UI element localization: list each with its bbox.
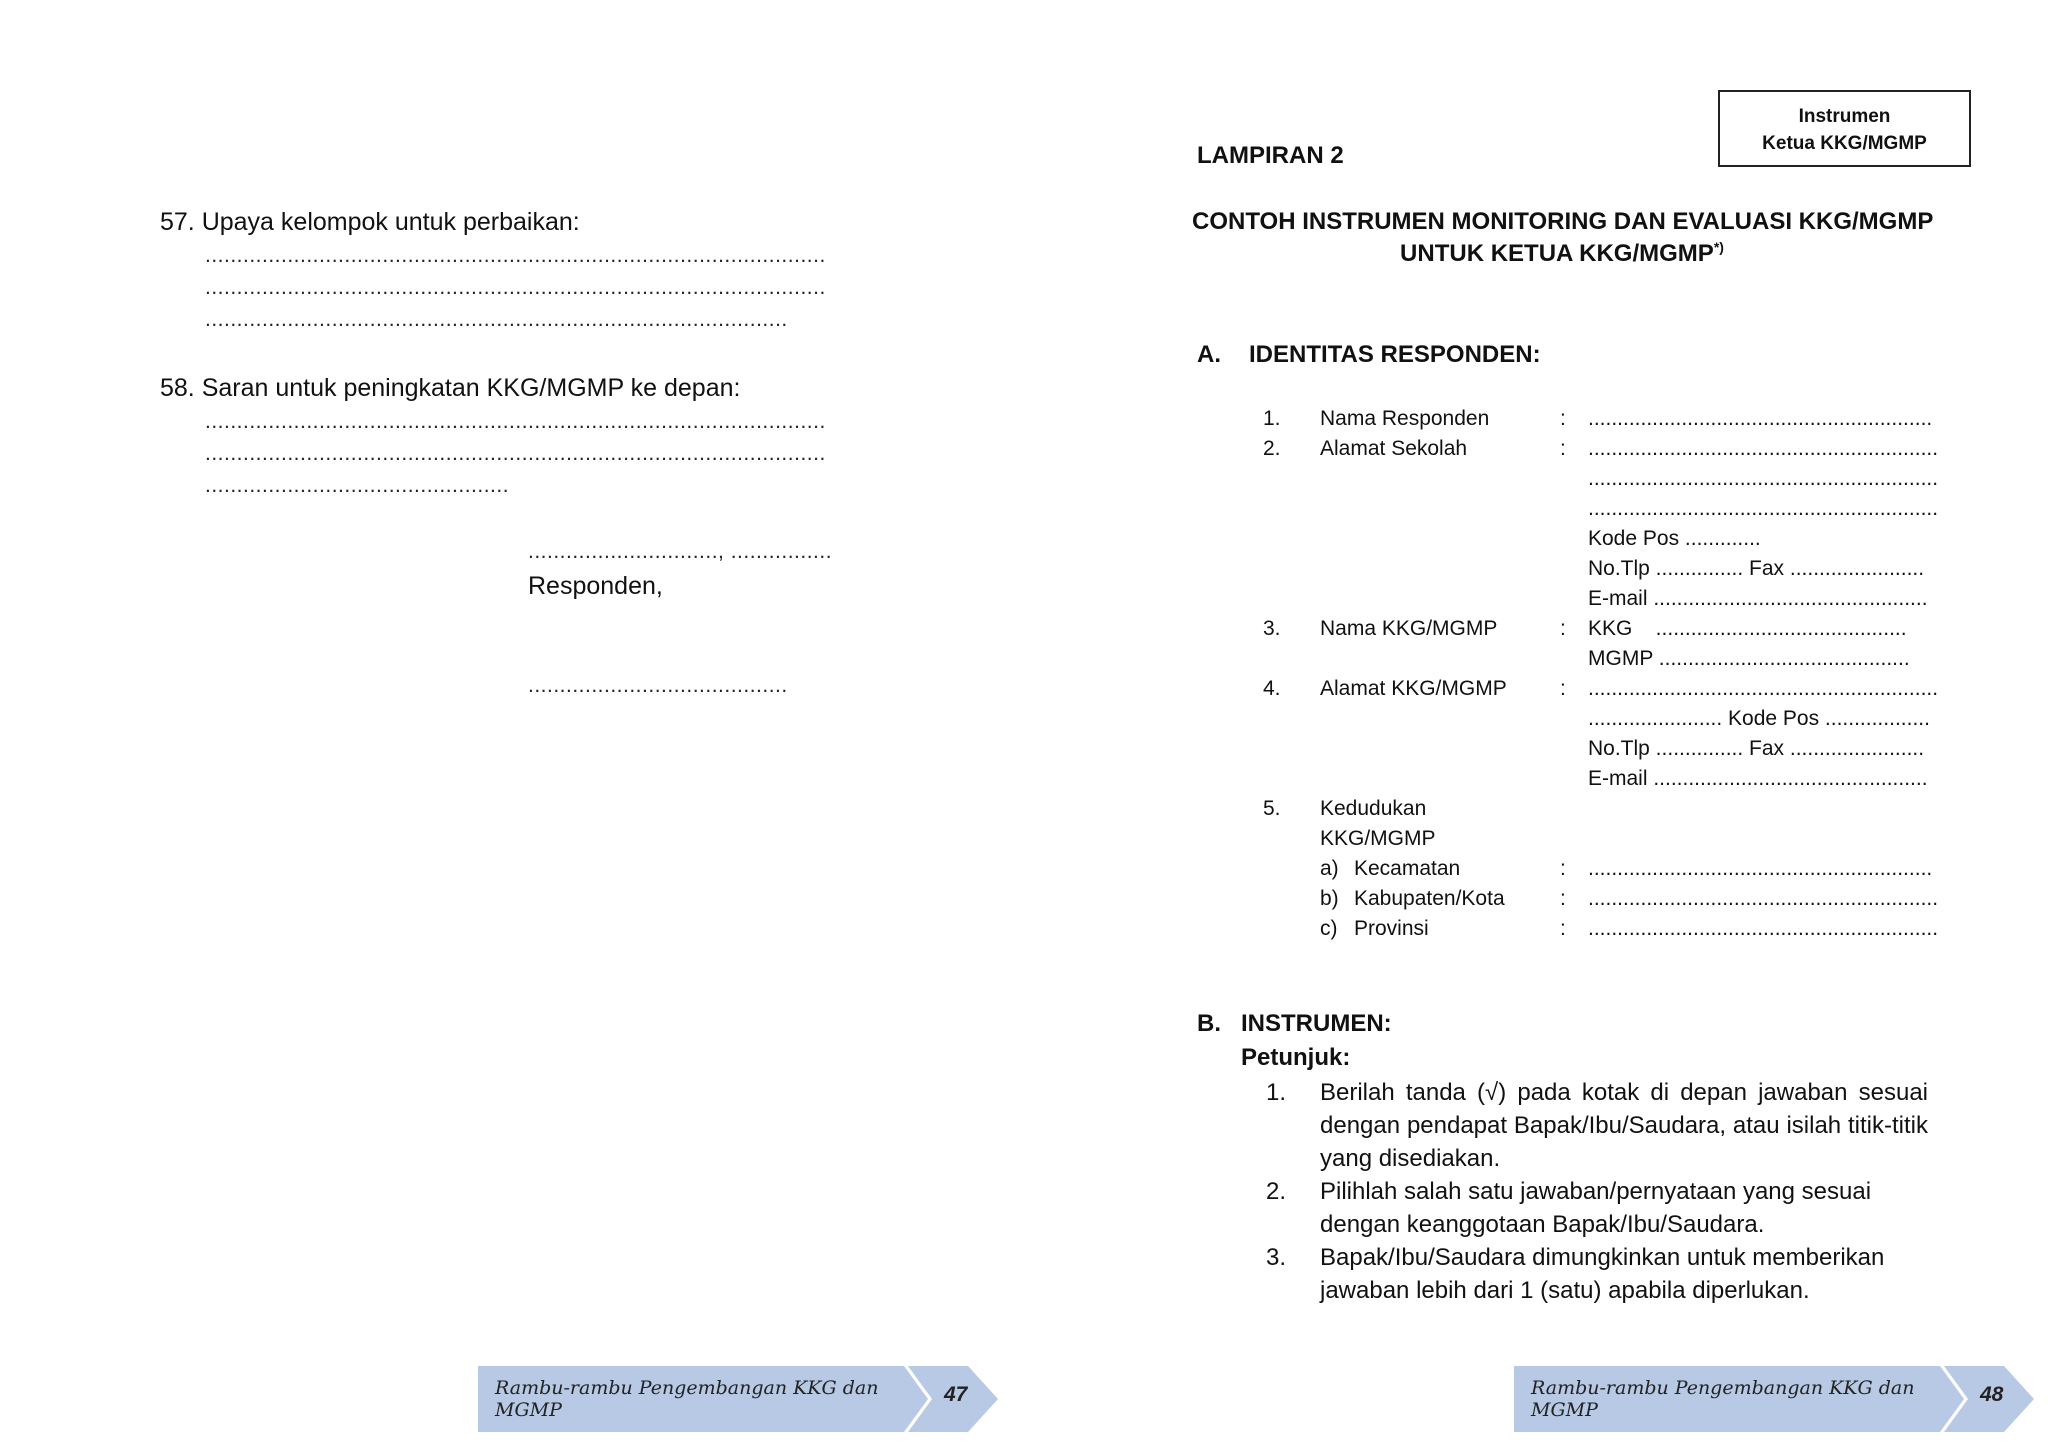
identity-item-5-label-line-2: KKG/MGMP — [1320, 827, 1436, 850]
identity-item-4-extra-1: ....................... Kode Pos .................. — [1588, 707, 1930, 730]
signature-role: Responden, — [528, 572, 663, 600]
identity-item-3-extra-1: MGMP ........................................... — [1588, 647, 1910, 670]
document-title-line-2-text: UNTUK KETUA KKG/MGMP — [1400, 240, 1714, 267]
instruction-1-number: 1. — [1266, 1079, 1287, 1106]
instrument-label-line-1: Instrumen — [1798, 106, 1891, 127]
section-a-letter: A. — [1197, 341, 1221, 368]
instruction-2-text: Pilihlah salah satu jawaban/pernyataan yang sesuai dengan keanggotaan Bapak/Ibu/Saudara. — [1320, 1178, 1872, 1238]
identity-item-1-number: 1. — [1263, 407, 1281, 430]
section-b-title: INSTRUMEN: — [1241, 1010, 1392, 1037]
signature-place-date: .............................., ................ — [528, 540, 833, 563]
identity-item-4-number: 4. — [1263, 677, 1281, 700]
identity-item-3-number: 3. — [1263, 617, 1281, 640]
question-58-answer-line-2: .................................................................................................. — [205, 442, 826, 465]
instruction-3-number: 3. — [1266, 1244, 1287, 1271]
identity-sub-a-label: Kecamatan — [1354, 857, 1461, 880]
instrument-label-line-2: Ketua KKG/MGMP — [1762, 133, 1927, 154]
page-number: 47 — [944, 1383, 968, 1406]
footer-title-band — [478, 1366, 898, 1432]
question-57-answer-line-2: .................................................................................................. — [205, 276, 826, 299]
identity-item-4-label: Alamat KKG/MGMP — [1320, 677, 1507, 700]
identity-item-1-value: ........................................................... — [1588, 407, 1933, 430]
identity-item-2-label: Alamat Sekolah — [1320, 437, 1468, 460]
identity-item-4-extra-2: No.Tlp ............... Fax ....................... — [1588, 737, 1925, 760]
footer-title: Rambu-rambu Pengembangan KKG dan MGMP — [495, 1377, 879, 1421]
identity-item-2-number: 2. — [1263, 437, 1281, 460]
question-58-label: 58. Saran untuk peningkatan KKG/MGMP ke depan: — [160, 374, 741, 402]
footer-title-right: Rambu-rambu Pengembangan KKG dan MGMP — [1531, 1377, 1915, 1421]
identity-sub-a-letter: a) — [1320, 857, 1339, 880]
instruction-2-number: 2. — [1266, 1178, 1287, 1205]
question-57-answer-line-3: ............................................................................................ — [205, 308, 788, 331]
identity-item-1-colon: : — [1560, 407, 1566, 430]
footnote-mark: *) — [1713, 239, 1724, 255]
identity-sub-c-label: Provinsi — [1354, 917, 1429, 940]
identity-item-2-colon: : — [1560, 437, 1566, 460]
footer-title-band-right — [1514, 1366, 1934, 1432]
question-57-answer-line-1: .................................................................................................. — [205, 244, 826, 267]
identity-item-3-value: KKG ........................................... — [1588, 617, 1907, 640]
identity-sub-b-value: ............................................................ — [1588, 887, 1939, 910]
identity-sub-b-letter: b) — [1320, 887, 1339, 910]
identity-sub-c-value: ............................................................ — [1588, 917, 1939, 940]
identity-sub-a-value: ........................................................... — [1588, 857, 1933, 880]
section-b-subtitle: Petunjuk: — [1241, 1044, 1351, 1071]
identity-item-1-label: Nama Responden — [1320, 407, 1490, 430]
identity-item-3-label: Nama KKG/MGMP — [1320, 617, 1498, 640]
identity-item-4-value: ............................................................ — [1588, 677, 1939, 700]
page-number-right: 48 — [1980, 1383, 2004, 1406]
identity-item-3-colon: : — [1560, 617, 1566, 640]
identity-sub-a-colon: : — [1560, 857, 1566, 880]
identity-sub-c-letter: c) — [1320, 917, 1338, 940]
lampiran-heading: LAMPIRAN 2 — [1197, 142, 1344, 169]
document-title-line-1: CONTOH INSTRUMEN MONITORING DAN EVALUASI KKG/MGMP — [1192, 208, 1934, 235]
section-a-title: IDENTITAS RESPONDEN: — [1249, 341, 1541, 368]
identity-sub-b-colon: : — [1560, 887, 1566, 910]
identity-item-2-value: ............................................................ — [1588, 437, 1939, 460]
question-57-label: 57. Upaya kelompok untuk perbaikan: — [160, 208, 580, 236]
identity-item-2-extra-1: ............................................................ — [1588, 467, 1939, 490]
signature-name-line: ......................................... — [528, 674, 788, 697]
identity-item-2-extra-2: ............................................................ — [1588, 497, 1939, 520]
identity-item-2-extra-5: E-mail ............................................... — [1588, 587, 1928, 610]
instrument-label-box — [1718, 90, 1971, 167]
identity-sub-b-label: Kabupaten/Kota — [1354, 887, 1505, 910]
question-58-answer-line-1: .................................................................................................. — [205, 410, 826, 433]
identity-item-2-extra-3: Kode Pos ............. — [1588, 527, 1761, 550]
instruction-3-text: Bapak/Ibu/Saudara dimungkinkan untuk memberikan jawaban lebih dari 1 (satu) apabila diperlukan. — [1320, 1244, 1885, 1304]
identity-item-5-number: 5. — [1263, 797, 1281, 820]
document-title-line-2 — [1192, 240, 1932, 268]
instruction-1-text: Berilah tanda (√) pada kotak di depan jawaban sesuai dengan pendapat Bapak/Ibu/Saudara, atau isilah titik-titik yang disediakan. — [1320, 1079, 1928, 1172]
identity-item-4-colon: : — [1560, 677, 1566, 700]
identity-item-2-extra-4: No.Tlp ............... Fax ....................... — [1588, 557, 1925, 580]
section-b-letter: B. — [1197, 1010, 1221, 1037]
identity-sub-c-colon: : — [1560, 917, 1566, 940]
question-58-answer-line-3: ................................................ — [205, 474, 510, 497]
identity-item-5-label: Kedudukan — [1320, 797, 1427, 820]
identity-item-4-extra-3: E-mail ............................................... — [1588, 767, 1928, 790]
